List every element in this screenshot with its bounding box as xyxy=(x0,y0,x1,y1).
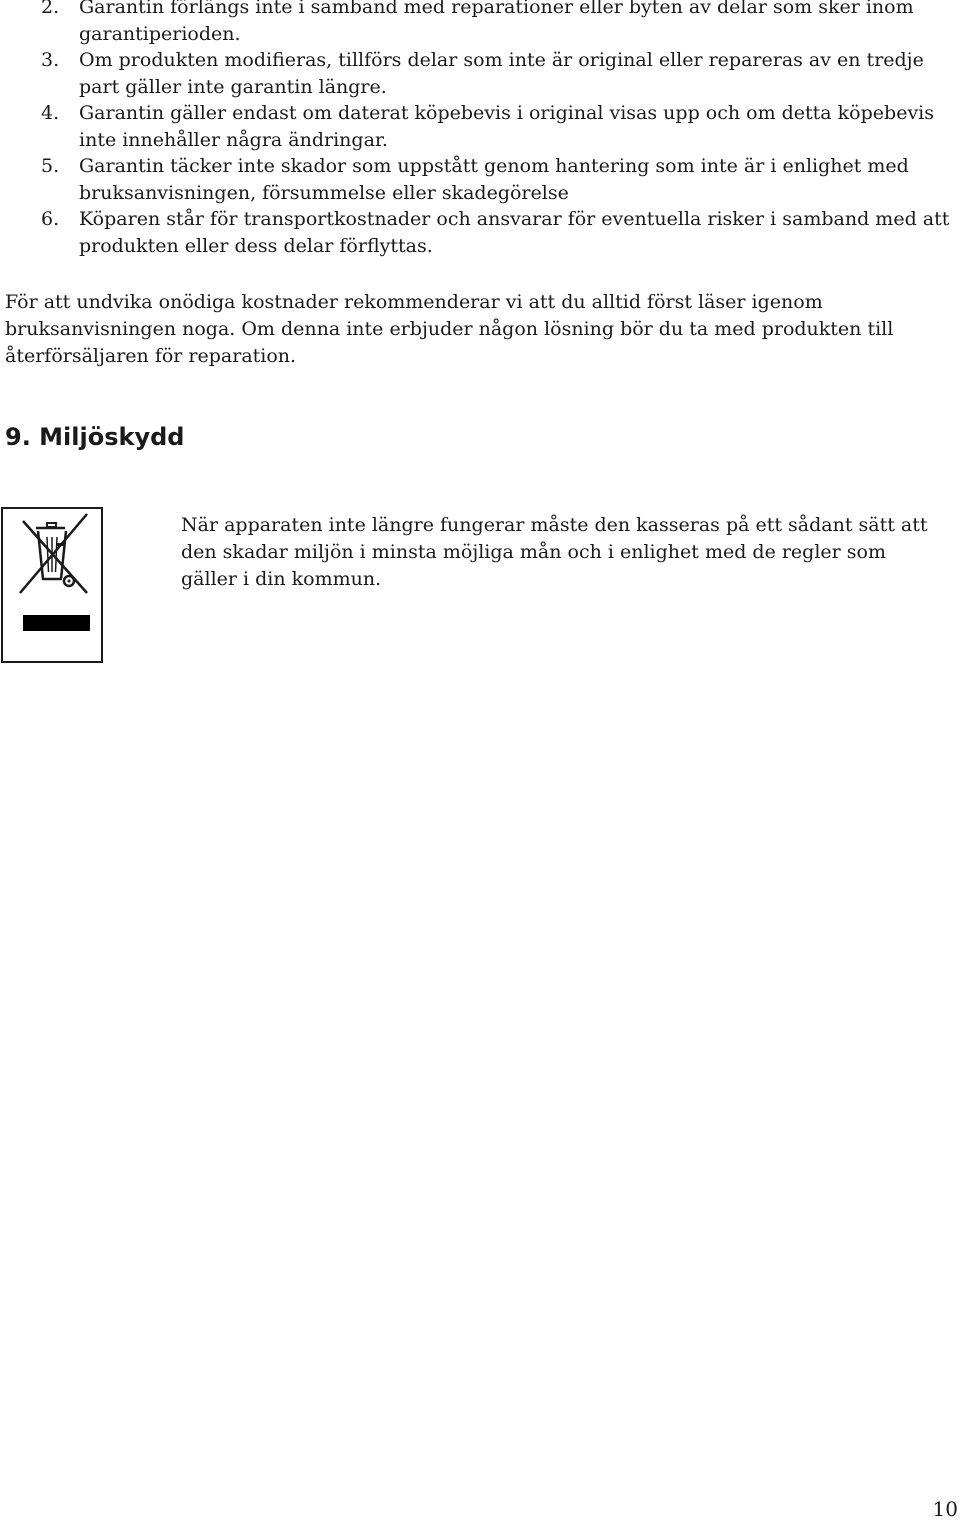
section-heading: 9. Miljöskydd xyxy=(5,423,185,451)
list-item-number: 5. xyxy=(41,155,60,177)
list-item xyxy=(0,100,960,153)
list-item xyxy=(0,47,960,100)
list-item-text: Köparen står för transportkostnader och ansvarar för eventuella risker i samband med att produkten eller dess delar förflyttas. xyxy=(79,208,950,257)
list-item xyxy=(0,153,960,206)
list-item xyxy=(0,206,960,259)
crossed-out-wheelie-bin-icon xyxy=(3,509,101,661)
page-number: 10 xyxy=(932,1497,958,1521)
list-item-number: 4. xyxy=(41,102,60,124)
list-item-text: Garantin förlängs inte i samband med reparationer eller byten av delar som sker inom garantiperioden. xyxy=(79,0,914,45)
list-item-number: 2. xyxy=(41,0,60,18)
list-item xyxy=(0,0,960,47)
list-item-text: Garantin gäller endast om daterat köpebevis i original visas upp och om detta köpebevis inte innehåller några ändringar. xyxy=(79,102,934,151)
list-item-number: 3. xyxy=(41,49,60,71)
list-item-number: 6. xyxy=(41,208,60,230)
recommendation-paragraph: För att undvika onödiga kostnader rekommenderar vi att du alltid först läser igenom bruksanvisningen noga. Om denna inte erbjuder någon lösning bör du ta med produkten till återförsäljaren för reparation. xyxy=(5,291,894,367)
environment-text: När apparaten inte längre fungerar måste den kasseras på ett sådant sätt att den skadar miljön i minsta möjliga mån och i enlighet med de regler som gäller i din kommun. xyxy=(181,514,928,590)
weee-symbol-box xyxy=(1,507,103,663)
list-item-text: Garantin täcker inte skador som uppstått genom hantering som inte är i enlighet med bruksanvisningen, försummelse eller skadegörelse xyxy=(79,155,909,204)
list-item-text: Om produkten modifieras, tillförs delar som inte är original eller repareras av en tredje part gäller inte garantin längre. xyxy=(79,49,924,98)
warranty-list xyxy=(0,0,960,259)
